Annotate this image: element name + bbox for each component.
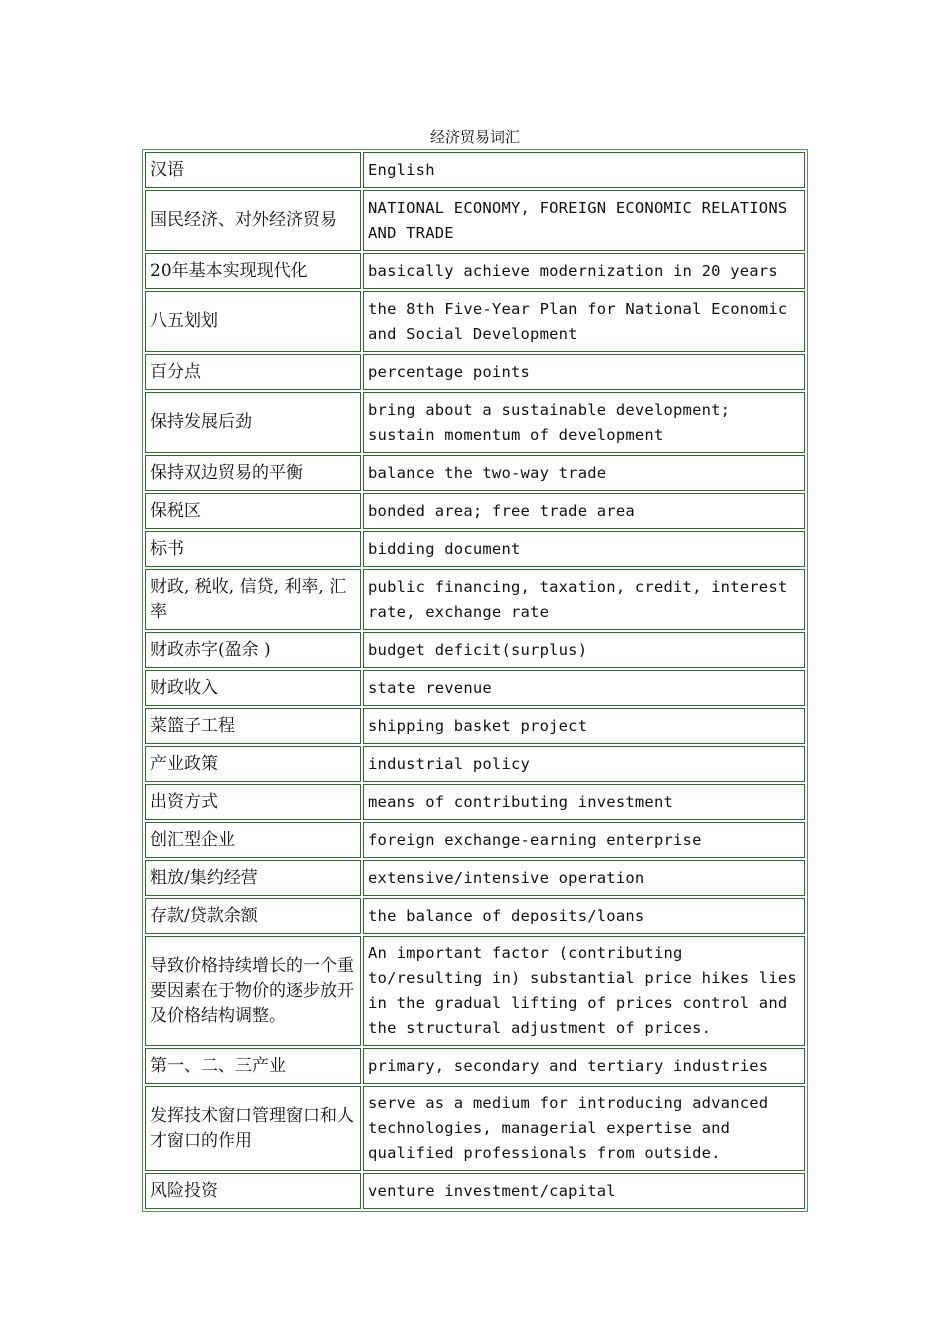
header-chinese: 汉语 (145, 152, 361, 188)
table-row (145, 1173, 805, 1209)
table-row (145, 569, 805, 630)
table-row (145, 936, 805, 1046)
term-chinese: 八五划划 (145, 291, 361, 352)
table-row (145, 1048, 805, 1084)
term-chinese: 标书 (145, 531, 361, 567)
term-english: budget deficit(surplus) (363, 632, 805, 668)
table-row (145, 253, 805, 289)
term-chinese: 出资方式 (145, 784, 361, 820)
term-english: bonded area; free trade area (363, 493, 805, 529)
term-english: state revenue (363, 670, 805, 706)
table-row (145, 1086, 805, 1171)
term-chinese: 保持双边贸易的平衡 (145, 455, 361, 491)
term-chinese: 产业政策 (145, 746, 361, 782)
term-english: the 8th Five-Year Plan for National Economic and Social Development (363, 291, 805, 352)
table-row (145, 898, 805, 934)
table-row (145, 493, 805, 529)
term-english: the balance of deposits/loans (363, 898, 805, 934)
term-english: means of contributing investment (363, 784, 805, 820)
term-chinese: 20年基本实现现代化 (145, 253, 361, 289)
table-row (145, 860, 805, 896)
document-title: 经济贸易词汇 (429, 128, 520, 146)
term-english: foreign exchange-earning enterprise (363, 822, 805, 858)
term-chinese: 粗放/集约经营 (145, 860, 361, 896)
term-english: NATIONAL ECONOMY, FOREIGN ECONOMIC RELATIONS AND TRADE (363, 190, 805, 251)
table-row (145, 670, 805, 706)
table-row (145, 708, 805, 744)
table-row (145, 291, 805, 352)
table-row (145, 455, 805, 491)
table-header-row (145, 152, 805, 188)
term-chinese: 百分点 (145, 354, 361, 390)
term-chinese: 存款/贷款余额 (145, 898, 361, 934)
table-row (145, 354, 805, 390)
term-chinese: 第一、二、三产业 (145, 1048, 361, 1084)
term-chinese: 风险投资 (145, 1173, 361, 1209)
term-chinese: 保持发展后劲 (145, 392, 361, 453)
term-chinese: 创汇型企业 (145, 822, 361, 858)
term-english: primary, secondary and tertiary industries (363, 1048, 805, 1084)
term-english: venture investment/capital (363, 1173, 805, 1209)
term-english: industrial policy (363, 746, 805, 782)
table-row (145, 392, 805, 453)
header-english: English (363, 152, 805, 188)
term-chinese: 菜篮子工程 (145, 708, 361, 744)
term-chinese: 国民经济、对外经济贸易 (145, 190, 361, 251)
term-english: shipping basket project (363, 708, 805, 744)
term-english: serve as a medium for introducing advanced technologies, managerial expertise and qualified professionals from outside. (363, 1086, 805, 1171)
term-english: public financing, taxation, credit, interest rate, exchange rate (363, 569, 805, 630)
term-chinese: 发挥技术窗口管理窗口和人才窗口的作用 (145, 1086, 361, 1171)
term-chinese: 财政, 税收, 信贷, 利率, 汇率 (145, 569, 361, 630)
term-english: balance the two-way trade (363, 455, 805, 491)
table-row (145, 531, 805, 567)
term-chinese: 保税区 (145, 493, 361, 529)
term-english: bidding document (363, 531, 805, 567)
table-row (145, 190, 805, 251)
glossary-table-body (145, 152, 805, 1209)
glossary-table (142, 149, 808, 1212)
term-chinese: 财政收入 (145, 670, 361, 706)
term-english: bring about a sustainable development; sustain momentum of development (363, 392, 805, 453)
table-row (145, 746, 805, 782)
table-row (145, 632, 805, 668)
table-row (145, 822, 805, 858)
term-chinese: 导致价格持续增长的一个重要因素在于物价的逐步放开及价格结构调整。 (145, 936, 361, 1046)
table-row (145, 784, 805, 820)
term-english: percentage points (363, 354, 805, 390)
term-english: An important factor (contributing to/resulting in) substantial price hikes lies in the gradual lifting of prices control and the structural adjustment of prices. (363, 936, 805, 1046)
term-chinese: 财政赤字(盈余 ) (145, 632, 361, 668)
term-english: basically achieve modernization in 20 years (363, 253, 805, 289)
term-english: extensive/intensive operation (363, 860, 805, 896)
